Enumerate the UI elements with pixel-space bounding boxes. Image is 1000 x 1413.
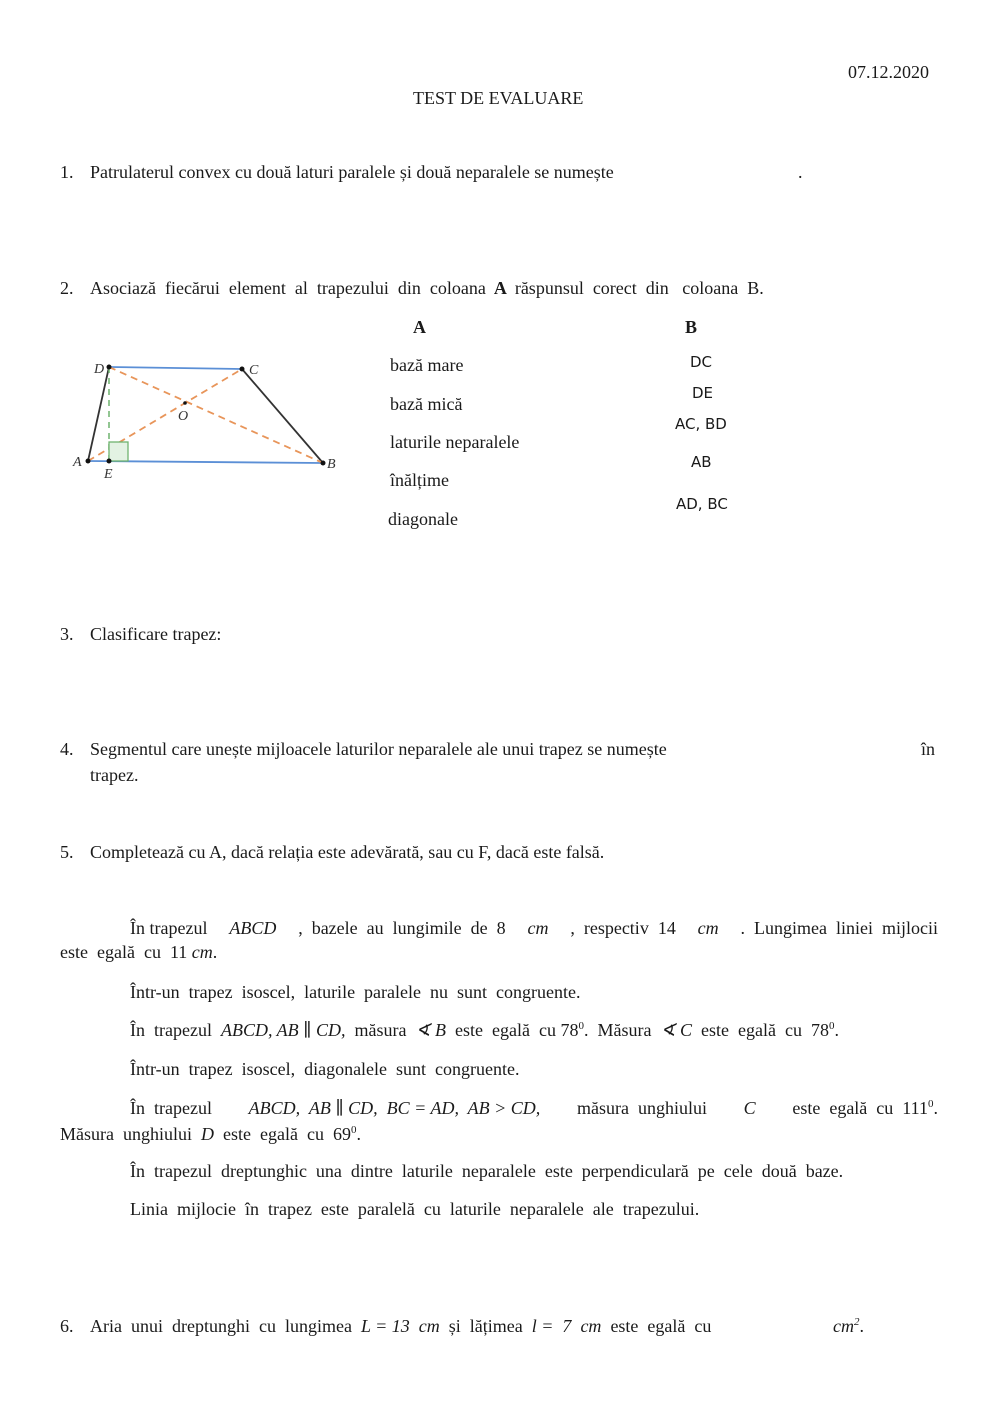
s5-part: D (201, 1124, 214, 1144)
s5-part: 0 (350, 1124, 357, 1136)
col-a-header: A (413, 317, 426, 337)
q6-part: și lățimea (448, 1316, 523, 1336)
col-a-item: bază mare (390, 355, 464, 375)
q6-part: l = 7 (531, 1316, 572, 1336)
q3-text: Clasificare trapez: (90, 624, 222, 644)
col-a-item: înălțime (390, 470, 449, 490)
q5-statement-2: Într-un trapez isoscel, laturile paralele nu sunt congruente. (130, 982, 581, 1002)
s1-part: . Lungimea liniei mijlocii (740, 918, 938, 938)
col-b-item: DC (690, 353, 713, 371)
q6-part: cm (833, 1316, 854, 1336)
col-b-item: DE (692, 384, 714, 402)
q6-part: este egală cu (610, 1316, 712, 1336)
q5-statement-1 (130, 918, 938, 939)
point-o (183, 401, 187, 405)
q1-text: Patrulaterul convex cu două laturi paralele și două neparalele se numește (90, 162, 614, 182)
s3-part: măsura (354, 1020, 407, 1040)
page-title: TEST DE EVALUARE (413, 88, 584, 108)
leg-bc (242, 369, 323, 463)
s3-part: . Măsura (583, 1020, 652, 1040)
col-b-item: AB (691, 453, 712, 471)
col-a-item: bază mică (390, 394, 463, 414)
point-b (321, 461, 326, 466)
col-a-item: diagonale (388, 509, 458, 529)
s5-part (792, 1098, 938, 1119)
s1-part: ABCD (229, 918, 277, 938)
right-angle-mark (109, 442, 128, 461)
q4-line2: trapez. (90, 765, 139, 785)
q3-number: 3. (60, 624, 74, 644)
s5-part: ABCD, AB ∥ CD, BC = AD, AB > CD, (248, 1098, 541, 1118)
trapezoid-figure (70, 350, 350, 490)
q4-end: în (921, 739, 936, 759)
col-a-item: laturile neparalele (390, 432, 520, 452)
s5-part: este egală cu 111 (792, 1098, 928, 1118)
s5-part: 0 (927, 1098, 934, 1110)
q6-part: Aria unui dreptunghi cu lungimea (90, 1316, 352, 1336)
s3-part: . (834, 1020, 839, 1040)
q1-number: 1. (60, 162, 74, 182)
label-a: A (73, 455, 82, 470)
s3-part: este egală cu 78 (701, 1020, 829, 1040)
col-b-item: AC, BD (675, 415, 727, 433)
label-o: O (178, 409, 189, 424)
s5-part: este egală cu 69 (223, 1124, 351, 1144)
q2-text-a: Asociază fiecărui element al trapezului din coloana (90, 278, 486, 298)
s1-part: În trapezul (130, 918, 208, 938)
q5-statement-3 (130, 1020, 839, 1041)
q2-text (90, 278, 852, 299)
q4-text: Segmentul care unește mijloacele laturilor neparalele ale unui trapez se numește (90, 739, 667, 759)
s5-part: În trapezul (130, 1098, 212, 1118)
q6-part: . (859, 1316, 864, 1336)
q6-part: L = 13 (360, 1316, 410, 1336)
test-date: 07.12.2020 (848, 62, 929, 82)
s1-part: este egală cu 11 (60, 942, 188, 962)
q2-col-a-ref: A (493, 278, 507, 298)
s1-part: , bazele au lungimile de 8 (298, 918, 506, 938)
q5-statement-7: Linia mijlocie în trapez este paralelă cu laturile neparalele ale trapezului. (130, 1199, 700, 1219)
q6-part: cm (418, 1316, 440, 1336)
point-d (107, 365, 112, 370)
q5-number: 5. (60, 842, 74, 862)
point-a (86, 459, 91, 464)
q6-unit (833, 1316, 864, 1337)
q5-statement-5-line2 (60, 1124, 361, 1145)
label-b: B (327, 457, 336, 472)
q5-statement-1-line2 (60, 942, 217, 963)
q4-number: 4. (60, 739, 74, 759)
s1-part: cm (191, 942, 213, 962)
s3-part: În trapezul (130, 1020, 212, 1040)
q5-text: Completează cu A, dacă relația este adevărată, sau cu F, dacă este falsă. (90, 842, 605, 862)
q5-statement-5 (130, 1098, 938, 1119)
s3-part: ABCD, AB ∥ CD, (220, 1020, 346, 1040)
s1-part: , respectiv 14 (570, 918, 676, 938)
q6-number: 6. (60, 1316, 74, 1336)
s5-part: . (356, 1124, 361, 1144)
s5-part: măsura unghiului (576, 1098, 707, 1118)
s3-part: 0 (578, 1020, 584, 1032)
q6-text (90, 1316, 711, 1337)
col-b-header: B (685, 317, 698, 337)
s5-part: C (743, 1098, 756, 1118)
s3-part: ∢ C (660, 1020, 693, 1040)
leg-ad (88, 367, 109, 461)
s1-part: cm (697, 918, 719, 938)
point-e (107, 459, 112, 464)
q5-statement-4: Într-un trapez isoscel, diagonalele sunt congruente. (130, 1059, 520, 1079)
label-c: C (249, 363, 259, 378)
q6-part: cm (580, 1316, 602, 1336)
label-d: D (94, 362, 105, 377)
s1-part: . (212, 942, 218, 962)
col-b-item: AD, BC (676, 495, 728, 513)
q2-text-b: răspunsul corect din coloana B. (514, 278, 764, 298)
q2-number: 2. (60, 278, 74, 298)
s5-part: Măsura unghiului (60, 1124, 192, 1144)
base-dc (109, 367, 242, 369)
q5-statement-6: În trapezul dreptunghic una dintre laturile neparalele este perpendiculară pe cele două baze. (130, 1161, 844, 1181)
s3-part: este egală cu 78 (455, 1020, 579, 1040)
diagonal-bd (109, 367, 323, 463)
q1-end: . (798, 162, 803, 182)
label-e: E (104, 467, 113, 482)
s1-part: cm (527, 918, 549, 938)
s5-part: . (933, 1098, 938, 1118)
q6-part: 2 (854, 1316, 860, 1328)
s3-part: 0 (829, 1020, 835, 1032)
s3-part: ∢ B (415, 1020, 447, 1040)
point-c (240, 367, 245, 372)
